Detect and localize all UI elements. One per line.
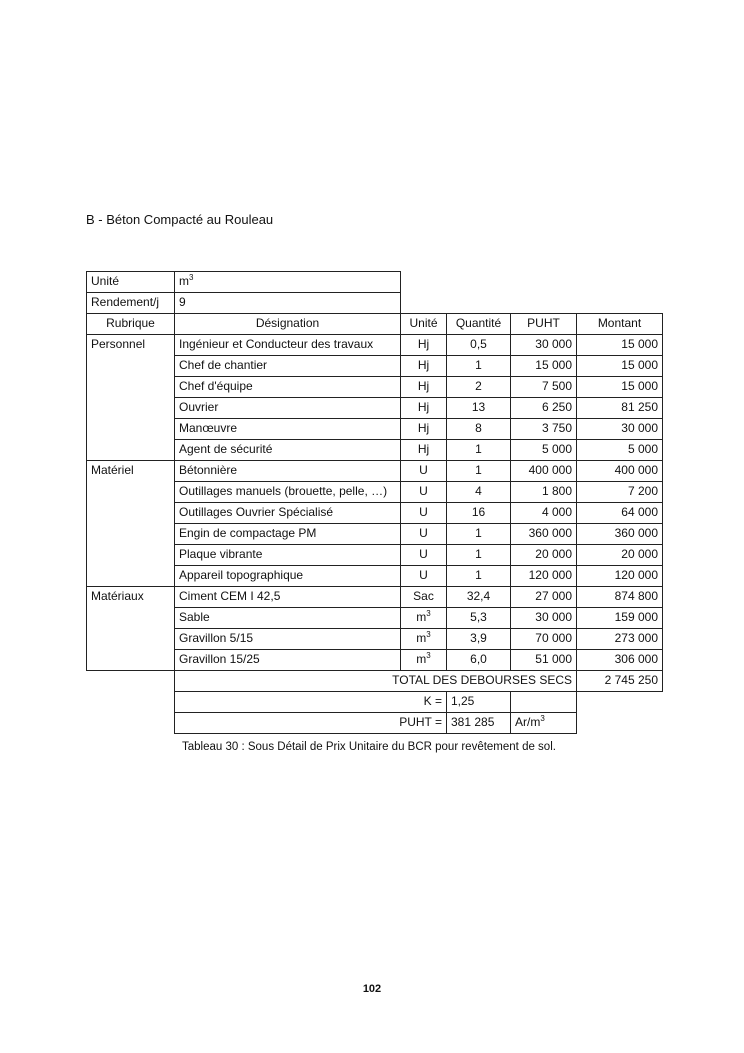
unite-cell-text: Hj (417, 337, 430, 351)
unite-cell (400, 607, 447, 629)
k-label-cell (174, 691, 447, 713)
puht-value-cell (446, 712, 511, 734)
unite-cell (400, 397, 447, 419)
puht-cell-text: 4 000 (541, 505, 572, 519)
puht-cell (510, 481, 577, 503)
montant-cell (576, 544, 663, 566)
designation-cell (174, 565, 401, 587)
puht-cell-text: 27 000 (535, 589, 572, 603)
designation-cell (174, 397, 401, 419)
montant-cell-text: 15 000 (621, 337, 658, 351)
unite-cell-text: m (416, 631, 427, 645)
total-value-cell-text: 2 745 250 (604, 673, 658, 687)
unite-cell-text: Hj (417, 358, 430, 372)
puht-cell-text: 1 800 (541, 484, 572, 498)
designation-cell (174, 418, 401, 440)
montant-cell-text: 273 000 (614, 631, 658, 645)
montant-cell-text: 400 000 (614, 463, 658, 477)
unite-cell (400, 628, 447, 650)
puht-cell-text: 400 000 (528, 463, 572, 477)
rendement-label-cell-text: Rendement/j (91, 295, 160, 309)
quantite-cell-text: 0,5 (470, 337, 487, 351)
quantite-cell (446, 481, 511, 503)
k-empty-cell (510, 691, 577, 713)
designation-cell-text: Engin de compactage PM (179, 526, 317, 540)
quantite-cell-text: 8 (475, 421, 482, 435)
unite-cell (400, 649, 447, 671)
puht-cell (510, 502, 577, 524)
quantite-cell (446, 565, 511, 587)
designation-cell-text: Appareil topographique (179, 568, 304, 582)
unite-cell (400, 481, 447, 503)
montant-cell (576, 628, 663, 650)
header-montant (576, 313, 663, 335)
rendement-label-cell (86, 292, 175, 314)
rubrique-cell-text: Matériel (91, 463, 134, 477)
designation-cell (174, 607, 401, 629)
quantite-cell (446, 418, 511, 440)
unite-cell-text: Sac (413, 589, 434, 603)
total-label-cell-text: TOTAL DES DEBOURSES SECS (392, 673, 572, 687)
puht-cell-text: 51 000 (535, 652, 572, 666)
unite-cell-text: U (419, 463, 428, 477)
designation-cell-text: Gravillon 15/25 (179, 652, 260, 666)
designation-cell (174, 502, 401, 524)
montant-cell-text: 874 800 (614, 589, 658, 603)
designation-cell-text: Ingénieur et Conducteur des travaux (179, 337, 374, 351)
unite-cell-text: m (416, 652, 427, 666)
quantite-cell (446, 355, 511, 377)
puht-cell-text: 30 000 (535, 337, 572, 351)
quantite-cell-text: 1 (475, 526, 482, 540)
unite-cell-text: Hj (417, 442, 430, 456)
unite-label-cell (86, 271, 175, 293)
montant-cell (576, 607, 663, 629)
montant-cell (576, 481, 663, 503)
section-heading: B - Béton Compacté au Rouleau (86, 212, 274, 227)
quantite-cell (446, 628, 511, 650)
designation-cell (174, 460, 401, 482)
montant-cell-text: 306 000 (614, 652, 658, 666)
unite-cell (400, 586, 447, 608)
montant-cell-text: 360 000 (614, 526, 658, 540)
total-value-cell (576, 670, 663, 692)
quantite-cell-text: 1 (475, 442, 482, 456)
unite-cell-exponent: 3 (426, 651, 431, 660)
montant-cell (576, 523, 663, 545)
header-rubrique (86, 313, 175, 335)
designation-cell-text: Plaque vibrante (179, 547, 263, 561)
page-number-value: 102 (362, 983, 382, 995)
puht-unit-cell-text: Ar/m (515, 715, 541, 729)
quantite-cell (446, 607, 511, 629)
table-caption: Tableau 30 : Sous Détail de Prix Unitaire du BCR pour revêtement de sol. (182, 741, 556, 753)
designation-cell (174, 334, 401, 356)
quantite-cell-text: 16 (471, 505, 486, 519)
unite-cell-text: m (416, 610, 427, 624)
header-rubrique-text: Rubrique (106, 316, 155, 330)
puht-cell-text: 15 000 (535, 358, 572, 372)
designation-cell (174, 586, 401, 608)
designation-cell-text: Ciment CEM I 42,5 (179, 589, 281, 603)
puht-cell (510, 397, 577, 419)
montant-cell-text: 159 000 (614, 610, 658, 624)
unite-cell-exponent: 3 (426, 609, 431, 618)
header-unite (400, 313, 447, 335)
puht-cell (510, 544, 577, 566)
quantite-cell-text: 4 (475, 484, 482, 498)
header-quantite (446, 313, 511, 335)
unite-cell (400, 565, 447, 587)
page-number (0, 983, 744, 995)
puht-cell-text: 5 000 (541, 442, 572, 456)
quantite-cell-text: 1 (475, 463, 482, 477)
puht-cell-text: 20 000 (535, 547, 572, 561)
unite-cell (400, 439, 447, 461)
puht-cell (510, 649, 577, 671)
montant-cell (576, 334, 663, 356)
quantite-cell (446, 460, 511, 482)
montant-cell-text: 81 250 (621, 400, 658, 414)
header-designation (174, 313, 401, 335)
quantite-cell-text: 1 (475, 547, 482, 561)
puht-label-cell (174, 712, 447, 734)
unite-value-cell (174, 271, 401, 293)
header-puht-text: PUHT (527, 316, 560, 330)
puht-cell-text: 30 000 (535, 610, 572, 624)
montant-cell-text: 15 000 (621, 358, 658, 372)
unite-value-cell-text: m (179, 274, 189, 288)
designation-cell (174, 355, 401, 377)
quantite-cell (446, 502, 511, 524)
montant-cell (576, 418, 663, 440)
rendement-value-cell-text: 9 (179, 295, 186, 309)
quantite-cell-text: 13 (471, 400, 486, 414)
designation-cell-text: Bétonnière (179, 463, 238, 477)
designation-cell (174, 439, 401, 461)
quantite-cell-text: 3,9 (470, 631, 487, 645)
designation-cell-text: Gravillon 5/15 (179, 631, 254, 645)
header-puht (510, 313, 577, 335)
puht-unit-cell-exponent: 3 (540, 714, 545, 723)
puht-cell (510, 334, 577, 356)
quantite-cell-text: 6,0 (470, 652, 487, 666)
puht-label-cell-text: PUHT = (399, 715, 442, 729)
montant-cell (576, 439, 663, 461)
montant-cell-text: 30 000 (621, 421, 658, 435)
puht-cell-text: 360 000 (528, 526, 572, 540)
k-value-cell (446, 691, 511, 713)
montant-cell-text: 20 000 (621, 547, 658, 561)
designation-cell-text: Outillages manuels (brouette, pelle, …) (179, 484, 388, 498)
quantite-cell-text: 1 (475, 568, 482, 582)
unite-cell (400, 355, 447, 377)
unite-cell-text: Hj (417, 421, 430, 435)
quantite-cell (446, 376, 511, 398)
designation-cell (174, 481, 401, 503)
unite-cell-text: U (419, 484, 428, 498)
rubrique-cell (86, 334, 175, 461)
puht-cell-text: 3 750 (541, 421, 572, 435)
header-designation-text: Désignation (255, 316, 320, 330)
montant-cell (576, 649, 663, 671)
quantite-cell-text: 5,3 (470, 610, 487, 624)
rubrique-cell-text: Matériaux (91, 589, 144, 603)
unite-label-cell-text: Unité (91, 274, 120, 288)
montant-cell (576, 376, 663, 398)
quantite-cell (446, 523, 511, 545)
unite-cell-exponent: 3 (426, 630, 431, 639)
quantite-cell (446, 334, 511, 356)
header-montant-text: Montant (597, 316, 642, 330)
puht-cell (510, 607, 577, 629)
unite-cell (400, 376, 447, 398)
montant-cell (576, 460, 663, 482)
puht-cell (510, 460, 577, 482)
puht-cell-text: 120 000 (528, 568, 572, 582)
designation-cell-text: Chef de chantier (179, 358, 268, 372)
unite-cell (400, 460, 447, 482)
designation-cell (174, 376, 401, 398)
montant-cell-text: 64 000 (621, 505, 658, 519)
designation-cell-text: Sable (179, 610, 210, 624)
designation-cell-text: Chef d'équipe (179, 379, 253, 393)
unite-cell (400, 418, 447, 440)
designation-cell-text: Manœuvre (179, 421, 238, 435)
quantite-cell-text: 2 (475, 379, 482, 393)
k-label-cell-text: K = (423, 694, 442, 708)
puht-cell (510, 355, 577, 377)
unite-cell-text: U (419, 526, 428, 540)
montant-cell-text: 120 000 (614, 568, 658, 582)
quantite-cell (446, 586, 511, 608)
header-unite-text: Unité (409, 316, 438, 330)
unite-cell (400, 544, 447, 566)
quantite-cell (446, 649, 511, 671)
puht-cell (510, 523, 577, 545)
header-quantite-text: Quantité (455, 316, 502, 330)
montant-cell (576, 502, 663, 524)
unite-value-cell-exponent: 3 (189, 273, 194, 282)
montant-cell (576, 355, 663, 377)
montant-cell-text: 5 000 (627, 442, 658, 456)
k-value-cell-text: 1,25 (451, 694, 475, 708)
designation-cell (174, 628, 401, 650)
rubrique-cell (86, 586, 175, 671)
quantite-cell-text: 32,4 (466, 589, 491, 603)
designation-cell-text: Agent de sécurité (179, 442, 273, 456)
puht-cell (510, 565, 577, 587)
total-label-cell (174, 670, 577, 692)
puht-cell (510, 628, 577, 650)
unite-cell (400, 523, 447, 545)
puht-cell-text: 6 250 (541, 400, 572, 414)
designation-cell (174, 649, 401, 671)
puht-cell (510, 439, 577, 461)
montant-cell (576, 586, 663, 608)
puht-cell-text: 70 000 (535, 631, 572, 645)
montant-cell-text: 15 000 (621, 379, 658, 393)
quantite-cell (446, 397, 511, 419)
unite-cell (400, 334, 447, 356)
puht-cell (510, 376, 577, 398)
unite-cell-text: U (419, 505, 428, 519)
unite-cell-text: U (419, 568, 428, 582)
designation-cell (174, 544, 401, 566)
montant-cell-text: 7 200 (627, 484, 658, 498)
unite-cell (400, 502, 447, 524)
quantite-cell-text: 1 (475, 358, 482, 372)
puht-unit-cell (510, 712, 577, 734)
puht-value-cell-text: 381 285 (451, 715, 495, 729)
rubrique-cell (86, 460, 175, 587)
unite-cell-text: Hj (417, 400, 430, 414)
designation-cell-text: Ouvrier (179, 400, 219, 414)
designation-cell-text: Outillages Ouvrier Spécialisé (179, 505, 334, 519)
quantite-cell (446, 544, 511, 566)
puht-cell (510, 418, 577, 440)
rubrique-cell-text: Personnel (91, 337, 146, 351)
montant-cell (576, 397, 663, 419)
montant-cell (576, 565, 663, 587)
designation-cell (174, 523, 401, 545)
puht-cell (510, 586, 577, 608)
rendement-value-cell (174, 292, 401, 314)
unite-cell-text: U (419, 547, 428, 561)
unite-cell-text: Hj (417, 379, 430, 393)
puht-cell-text: 7 500 (541, 379, 572, 393)
quantite-cell (446, 439, 511, 461)
